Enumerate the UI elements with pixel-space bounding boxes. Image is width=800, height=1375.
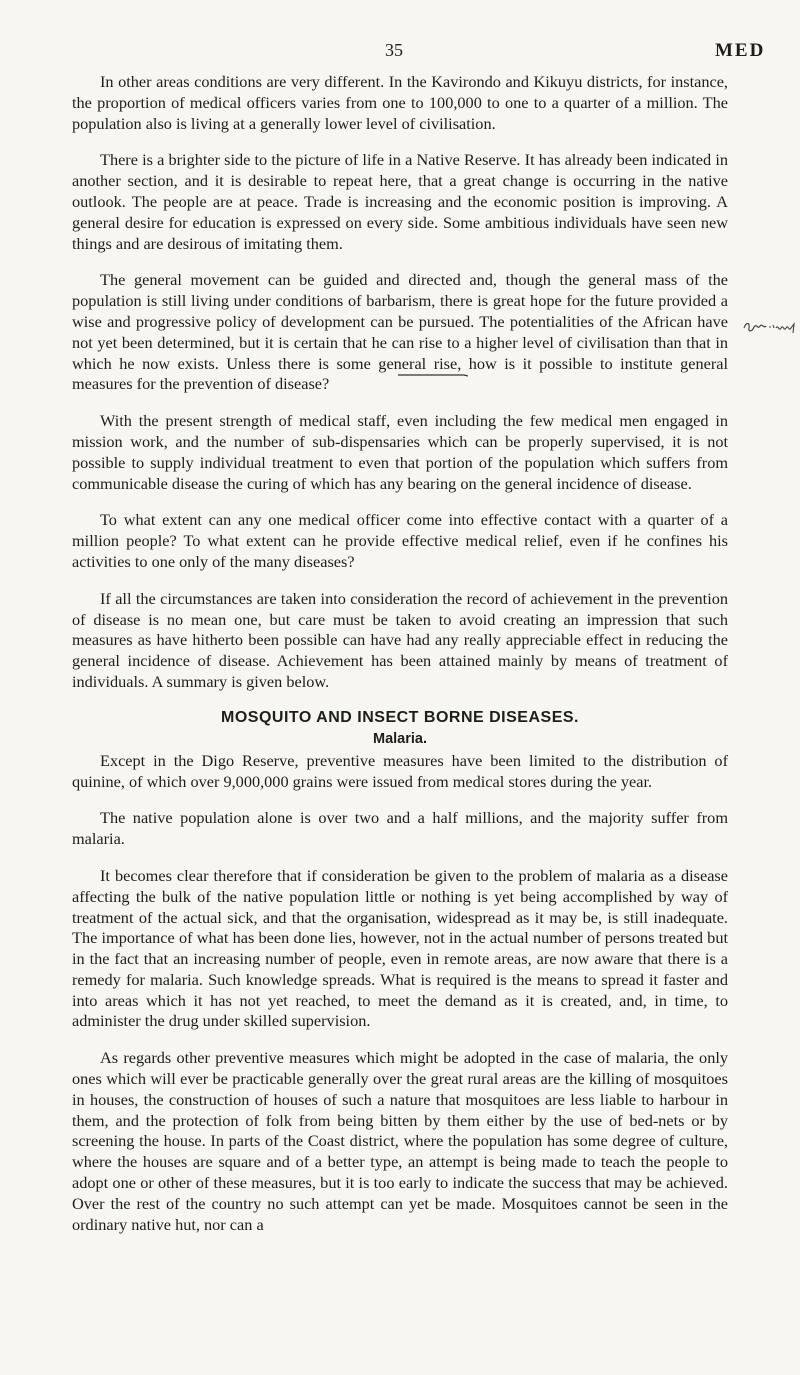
paragraph: With the present strength of medical staff, even including the few medical men engaged in mission work, and the number of sub-dispensaries which can be properly supervised, it is not possible to supply individual treatment to even that portion of the population which suffers from communicable disease the curing of which has any bearing on the general incidence of disease.: [72, 411, 728, 493]
paragraph: The native population alone is over two and a half millions, and the majority suffer from malaria.: [72, 808, 728, 849]
paragraph: As regards other preventive measures which might be adopted in the case of malaria, the only ones which will ever be practicable generally over the great rural areas are the killing of mosquitoes in houses, the construction of houses of such a nature that mosquitoes are less liable to harbour in them, and the protection of folk from being bitten by them either by the use of bed-nets or by screening the house. In parts of the Coast district, where the population has some degree of culture, where the houses are square and of a better type, an attempt is being made to teach the people to adopt one or other of these measures, but it is too early to indicate the success that may be achieved. Over the rest of the country no such attempt can yet be made. Mosquitoes cannot be seen in the ordinary native hut, nor can a: [72, 1048, 728, 1234]
paragraph: The general movement can be guided and directed and, though the general mass of the population is still living under conditions of barbarism, there is great hope for the future provided a wise and progressive policy of development can be pursued. The potentialities of the African have not yet been determined, but it is certain that he can rise to a higher level of civilisation than that in which he now exists. Unless there is some general rise, how is it possible to institute general measures for the prevention of disease?: [72, 270, 728, 394]
underline-pen-mark: [398, 364, 468, 368]
section-heading: MOSQUITO AND INSECT BORNE DISEASES.: [221, 708, 579, 726]
body-text: [72, 72, 728, 1251]
page-number: 35: [385, 40, 403, 60]
paragraph: There is a brighter side to the picture of life in a Native Reserve. It has already been indicated in another section, and it is desirable to repeat here, that a great change is occurring in the native outlook. The people are at peace. Trade is increasing and the economic position is improving. A general desire for education is expressed on every side. Some ambitious individuals have seen new things and are desirous of imitating them.: [72, 150, 728, 253]
paragraph: In other areas conditions are very different. In the Kavirondo and Kikuyu districts, for instance, the proportion of medical officers varies from one to 100,000 to one to a quarter of a million. The population also is living at a generally lower level of civilisation.: [72, 72, 728, 133]
page-header: [0, 40, 800, 64]
paragraph: To what extent can any one medical officer come into effective contact with a quarter of a million people? To what extent can he provide effective medical relief, even if he confines his activities to one only of the many diseases?: [72, 510, 728, 571]
handwritten-margin-note: [742, 316, 798, 338]
subheading: Malaria.: [373, 730, 427, 747]
paragraph: Except in the Digo Reserve, preventive measures have been limited to the distribution of quinine, of which over 9,000,000 grains were issued from medical stores during the year.: [72, 750, 728, 791]
paragraph: If all the circumstances are taken into consideration the record of achievement in the prevention of disease is no mean one, but care must be taken to avoid creating an impression that such measures as have hitherto been possible can have had any really appreciable effect in reducing the general incidence of disease. Achievement has been attained mainly by means of treatment of individuals. A summary is given below.: [72, 588, 728, 691]
paragraph: It becomes clear therefore that if consideration be given to the problem of malaria as a disease affecting the bulk of the native population little or nothing is yet being accomplished by way of treatment of the actual sick, and that the organisation, widespread as it may be, is still inadequate. The importance of what has been done lies, however, not in the actual number of persons treated but in the fact that an increasing number of people, even in remote areas, are now aware that there is a remedy for malaria. Such knowledge spreads. What is required is the means to spread it faster and into areas which it has not yet reached, to meet the demand as it is created, and, in time, to administer the drug under skilled supervision.: [72, 865, 728, 1031]
section-code: MED: [715, 40, 766, 61]
